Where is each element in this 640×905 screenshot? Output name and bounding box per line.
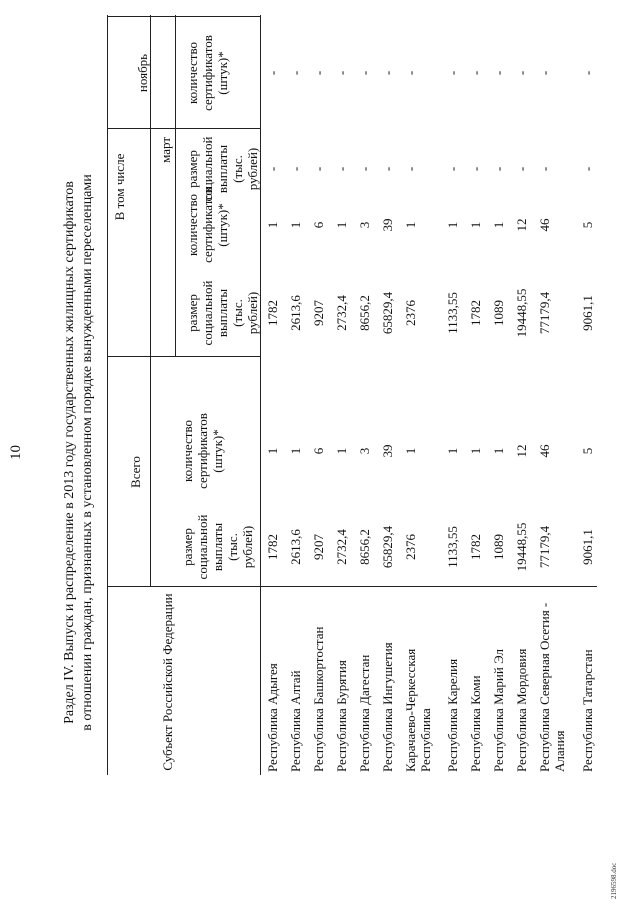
- cell-total-count: 1: [334, 447, 349, 455]
- cell-march-count: 6: [311, 221, 326, 229]
- header-march-payment-size: размер социальной выплаты (тыс. рублей): [185, 280, 260, 346]
- table-row-region: Республика Северная Осетия - Алания: [537, 602, 567, 772]
- cell-total-sum: 2376: [403, 534, 418, 560]
- cell-total-count: 3: [357, 447, 372, 455]
- cell-total-count: 5: [580, 447, 595, 455]
- cell-march-count: 1: [288, 221, 303, 229]
- cell-total-count: 6: [311, 447, 326, 455]
- cell-total-sum: 1133,55: [445, 526, 460, 568]
- cell-march-count: 5: [580, 221, 595, 229]
- cell-nov-sum: -: [445, 166, 460, 172]
- cell-march-sum: 1133,55: [445, 292, 460, 334]
- cell-march-sum: 1089: [491, 300, 506, 326]
- cell-nov-sum: -: [468, 166, 483, 172]
- header-november-certificate-count: количество сертификатов (штук)*: [185, 35, 230, 111]
- cell-nov-count: -: [288, 70, 303, 76]
- cell-nov-sum: -: [288, 166, 303, 172]
- cell-nov-count: -: [580, 70, 595, 76]
- table-row-region: Карачаево-Черкесская Республика: [403, 648, 433, 772]
- cell-nov-sum: -: [265, 166, 280, 172]
- table-row-region: Республика Карелия: [445, 658, 460, 772]
- cell-total-count: 46: [537, 444, 552, 458]
- cell-total-sum: 9207: [311, 534, 326, 560]
- cell-total-sum: 2613,6: [288, 529, 303, 565]
- cell-nov-count: -: [514, 70, 529, 76]
- cell-march-sum: 9207: [311, 300, 326, 326]
- cell-march-sum: 19448,55: [514, 288, 529, 338]
- section-title-line-2: в отношении граждан, признанных в установленном порядке вынужденными переселенцами: [80, 174, 95, 731]
- cell-march-count: 1: [265, 221, 280, 229]
- cell-total-sum: 1782: [265, 534, 280, 560]
- column-divider-1: [107, 586, 597, 587]
- cell-march-sum: 9061,1: [580, 295, 595, 331]
- header-divider-1: [150, 15, 151, 587]
- column-divider-3: [107, 128, 260, 129]
- cell-march-sum: 2613,6: [288, 295, 303, 331]
- cell-nov-count: -: [468, 70, 483, 76]
- table-row-region: Республика Бурятия: [334, 660, 349, 772]
- cell-nov-sum: -: [357, 166, 372, 172]
- cell-total-sum: 65829,4: [380, 525, 395, 569]
- cell-nov-count: -: [491, 70, 506, 76]
- table-row-region: Республика Мордовия: [514, 648, 529, 772]
- cell-nov-sum: -: [311, 166, 326, 172]
- cell-march-count: 46: [537, 218, 552, 232]
- cell-total-sum: 1782: [468, 534, 483, 560]
- cell-total-count: 1: [403, 447, 418, 455]
- cell-march-sum: 8656,2: [357, 295, 372, 331]
- cell-total-count: 12: [514, 444, 529, 458]
- cell-nov-sum: -: [537, 166, 552, 172]
- header-total: Всего: [128, 456, 143, 488]
- cell-march-sum: 1782: [468, 300, 483, 326]
- cell-nov-sum: -: [514, 166, 529, 172]
- cell-march-count: 3: [357, 221, 372, 229]
- cell-total-count: 1: [288, 447, 303, 455]
- header-bottom-border: [260, 15, 261, 775]
- cell-nov-sum: -: [403, 166, 418, 172]
- cell-total-count: 1: [265, 447, 280, 455]
- cell-march-sum: 2376: [403, 300, 418, 326]
- cell-total-sum: 8656,2: [357, 529, 372, 565]
- cell-march-count: 1: [468, 221, 483, 229]
- table-row-region: Республика Татарстан: [580, 649, 595, 772]
- table-row-region: Республика Адыгея: [265, 663, 280, 772]
- cell-march-sum: 2732,4: [334, 295, 349, 331]
- cell-nov-count: -: [380, 70, 395, 76]
- cell-march-count: 1: [403, 221, 418, 229]
- table-row-region: Республика Алтай: [288, 670, 303, 772]
- header-march: март: [158, 137, 173, 163]
- cell-nov-count: -: [311, 70, 326, 76]
- cell-march-count: 12: [514, 218, 529, 232]
- cell-total-sum: 19448,55: [514, 522, 529, 572]
- section-title-line-1: Раздел IV. Выпуск и распределение в 2013 году государственных жилищных сертификатов: [62, 181, 77, 724]
- table-row-region: Республика Дагестан: [357, 654, 372, 772]
- table-row-region: Республика Коми: [468, 675, 483, 772]
- table-row-region: Республика Башкортостан: [311, 626, 326, 772]
- header-november: ноябрь: [135, 53, 150, 93]
- header-total-payment-size: размер социальной выплаты (тыс. рублей): [180, 514, 255, 580]
- header-in-that-number: В том числе: [112, 153, 127, 221]
- cell-nov-count: -: [445, 70, 460, 76]
- header-november-payment-size: размер социальной выплаты (тыс. рублей): [185, 136, 260, 202]
- cell-nov-count: -: [403, 70, 418, 76]
- page-number: 10: [8, 445, 24, 460]
- cell-nov-sum: -: [491, 166, 506, 172]
- cell-march-count: 1: [491, 221, 506, 229]
- column-divider-4: [107, 16, 260, 17]
- cell-total-count: 39: [380, 444, 395, 458]
- cell-march-count: 1: [445, 221, 460, 229]
- cell-total-count: 1: [445, 447, 460, 455]
- table-row-region: Республика Марий Эл: [491, 649, 506, 772]
- cell-total-sum: 9061,1: [580, 529, 595, 565]
- cell-nov-count: -: [537, 70, 552, 76]
- cell-total-count: 1: [491, 447, 506, 455]
- header-march-certificate-count: количество сертификатов (штук)*: [185, 187, 230, 263]
- table-row-region: Республика Ингушетия: [380, 642, 395, 772]
- header-total-certificate-count: количество сертификатов (штук)*: [180, 413, 225, 489]
- cell-march-sum: 1782: [265, 300, 280, 326]
- cell-total-count: 1: [468, 447, 483, 455]
- cell-total-sum: 2732,4: [334, 529, 349, 565]
- cell-march-count: 1: [334, 221, 349, 229]
- cell-nov-count: -: [357, 70, 372, 76]
- cell-nov-sum: -: [334, 166, 349, 172]
- header-divider-2: [175, 15, 176, 357]
- document-code: 2196598.doc: [610, 862, 618, 899]
- cell-march-sum: 65829,4: [380, 291, 395, 335]
- cell-nov-count: -: [334, 70, 349, 76]
- cell-nov-count: -: [265, 70, 280, 76]
- header-subject: Субъект Российской Федерации: [160, 593, 175, 771]
- cell-nov-sum: -: [380, 166, 395, 172]
- cell-march-sum: 77179,4: [537, 291, 552, 335]
- cell-march-count: 39: [380, 218, 395, 232]
- table-top-border: [107, 15, 108, 775]
- cell-nov-sum: -: [580, 166, 595, 172]
- cell-total-sum: 1089: [491, 534, 506, 560]
- cell-total-sum: 77179,4: [537, 525, 552, 569]
